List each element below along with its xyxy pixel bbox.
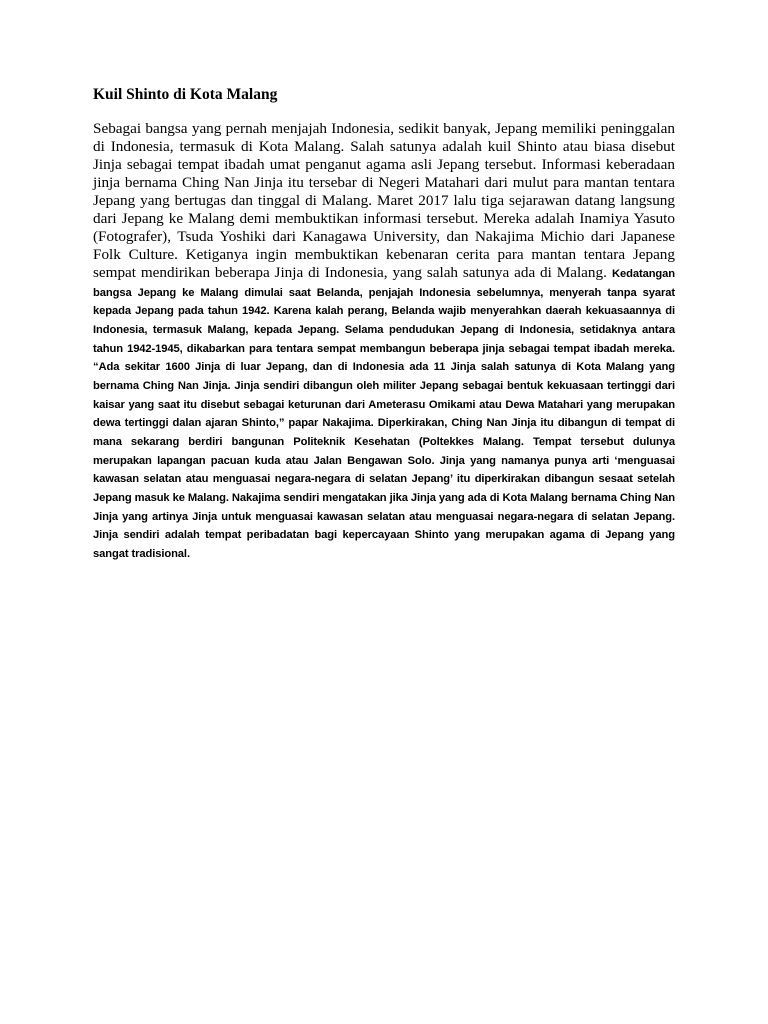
body-text-sans: Kedatangan bangsa Jepang ke Malang dimulai saat Belanda, penjajah Indonesia sebelumnya, menyerah tanpa syarat kepada Jepang pada tahun 1942. Karena kalah perang, Belanda wajib menyerahkan daerah kekuasaannya di Indonesia, termasuk Malang, kepada Jepang. Selama pendudukan Jepang di Indonesia, setidaknya antara tahun 1942-1945, dikabarkan para tentara sempat membangun beberapa jinja sebagai tempat ibadah mereka. “Ada sekitar 1600 Jinja di luar Jepang, dan di Indonesia ada 11 Jinja salah satunya di Kota Malang yang bernama Ching Nan Jinja. Jinja sendiri dibangun oleh militer Jepang sebagai bentuk kekuasaan tertinggi dari kaisar yang saat itu disebut sebagai keturunan dari Ameterasu Omikami atau Dewa Matahari yang merupakan dewa tertinggi dalan ajaran Shinto,” papar Nakajima. Diperkirakan, Ching Nan Jinja itu dibangun di tempat di mana sekarang berdiri bangunan Politeknik Kesehatan (Poltekkes Malang. Tempat tersebut dulunya merupakan lapangan pacuan kuda atau Jalan Bengawan Solo. Jinja yang namanya punya arti ‘menguasai kawasan selatan atau menguasai negara-negara di selatan Jepang’ itu diperkirakan dibangun sesaat setelah Jepang masuk ke Malang. Nakajima sendiri mengatakan jika Jinja yang ada di Kota Malang bernama Ching Nan Jinja yang artinya Jinja untuk menguasai kawasan selatan atau menguasai negara-negara di selatan Jepang. Jinja sendiri adalah tempat peribadatan bagi kepercayaan Shinto yang merupakan agama di Jepang yang sangat tradisional. — [93, 268, 676, 560]
body-text-serif: Sebagai bangsa yang pernah menjajah Indonesia, sedikit banyak, Jepang memiliki peninggalan di Indonesia, termasuk di Kota Malang. Salah satunya adalah kuil Shinto atau biasa disebut Jinja sebagai tempat ibadah umat penganut agama asli Jepang tersebut. Informasi keberadaan jinja bernama Ching Nan Jinja itu tersebar di Negeri Matahari dari mulut para mantan tentara Jepang yang bertugas dan tinggal di Malang. Maret 2017 lalu tiga sejarawan datang langsung dari Jepang ke Malang demi membuktikan informasi tersebut. Mereka adalah Inamiya Yasuto (Fotografer), Tsuda Yoshiki dari Kanagawa University, dan Nakajima Michio dari Japanese Folk Culture. Ketiganya ingin membuktikan kebenaran cerita para mantan tentara Jepang sempat mendirikan beberapa Jinja di Indonesia, yang salah satunya ada di Malang. — [93, 120, 675, 281]
document-title: Kuil Shinto di Kota Malang — [93, 86, 278, 103]
document-body-paragraph — [93, 120, 675, 563]
